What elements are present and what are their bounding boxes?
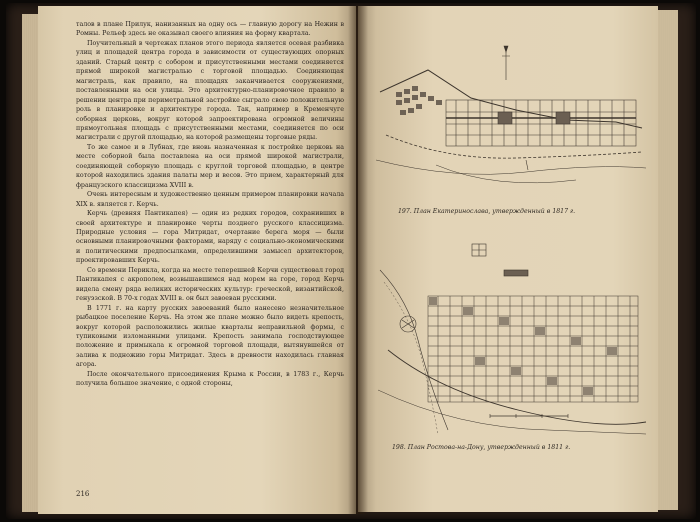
paragraph: Поучительный в чертежах планов этого периода является осевая разбивка улиц и площадей центра города в зависимости от существующих опорных зданий. Старый центр с собором и присутственными местами соединяется прямой широкой магистралью с торговой площадью. Соединяющая магистраль, как правило, на площадях заканчивается сооружениями, поставленными на оси улицы. Это архитектурно-планировочное правило в решении центра при периметральной застройке сыграло свою положительную роль в планировке и архитектуре города. Так, например в Кременчуге соборная церковь, вокруг которой запроектирована огромной величины прямоугольная площадь с присутственными местами, соединяется по оси магистрали с другой площадью, на которой размещены торговые ряды. — [76, 39, 344, 142]
paragraph: Очень интересным и художественно ценным примером планировки начала XIX в. является г. Керчь. — [76, 191, 344, 208]
paragraph: После окончательного присоединения Крыма к России, в 1783 г., Керчь получила большое значение, с одной стороны, — [76, 370, 344, 388]
left-page-edges — [22, 14, 38, 512]
city-plan-rostov — [378, 240, 648, 438]
paragraph: То же самое и в Лубнах, где вновь назначенная к постройке церковь на месте соборной была поставлена на оси прямой широкой магистрали, соединяющей соборную площадь с круглой торговой площадью, в центре которой находились здания палаты мер и весов. Это прием, характерный для французского классицизма XVIII в. — [76, 143, 344, 189]
city-plan-ekaterinoslav — [376, 40, 646, 205]
right-page-edges — [658, 10, 678, 510]
book-gutter — [348, 6, 368, 514]
figure-caption-198: 198. План Ростова-на-Дону, утвержденный в 1811 г. — [392, 444, 571, 451]
figure-caption-197: 197. План Екатеринослава, утвержденный в 1817 г. — [398, 208, 576, 215]
paragraph: В 1771 г. на карту русских завоеваний было нанесено незначительное рыбацкое поселение Керчь. На этом же плане можно было видеть крепость, вокруг которой расположились жилые кварталы неправильной формы, с тупиковыми изломанными улицами. Крепость занимала господствующее положение и примыкала к огромной торговой площади, вытянувшейся от залива к подножию горы Митридат. Здесь в древности находилась главная агора. — [76, 304, 344, 369]
paragraph: Керчь (древняя Пантикапея) — один из редких городов, сохранивших в своей архитектуре и планировке черты позднего русского классицизма. Природные условия — гора Митридат, очертание берега моря — были основными планировочными факторами, наряду с социально-экономическими и политическими предпосылками, определившими замысел архитекторов, проектировавших Керчь. — [76, 210, 344, 265]
left-page-body-text — [76, 20, 344, 389]
paragraph: Со времени Перикла, когда на месте теперешней Керчи существовал город Пантикапея с акрополем, возвышавшимся над морем на горе, город Керчь видела смену ряда великих исторических культур: греческой, византийской, генуэзской. В 70-х годах XVIII в. он был завоеван русскими. — [76, 266, 344, 303]
page-number: 216 — [76, 490, 90, 498]
paragraph: талов в плане Прилук, нанизанных на одну ось — главную дорогу на Нежин в Ромны. Рельеф здесь не оказывал своего влияния на форму квартала. — [76, 21, 344, 38]
